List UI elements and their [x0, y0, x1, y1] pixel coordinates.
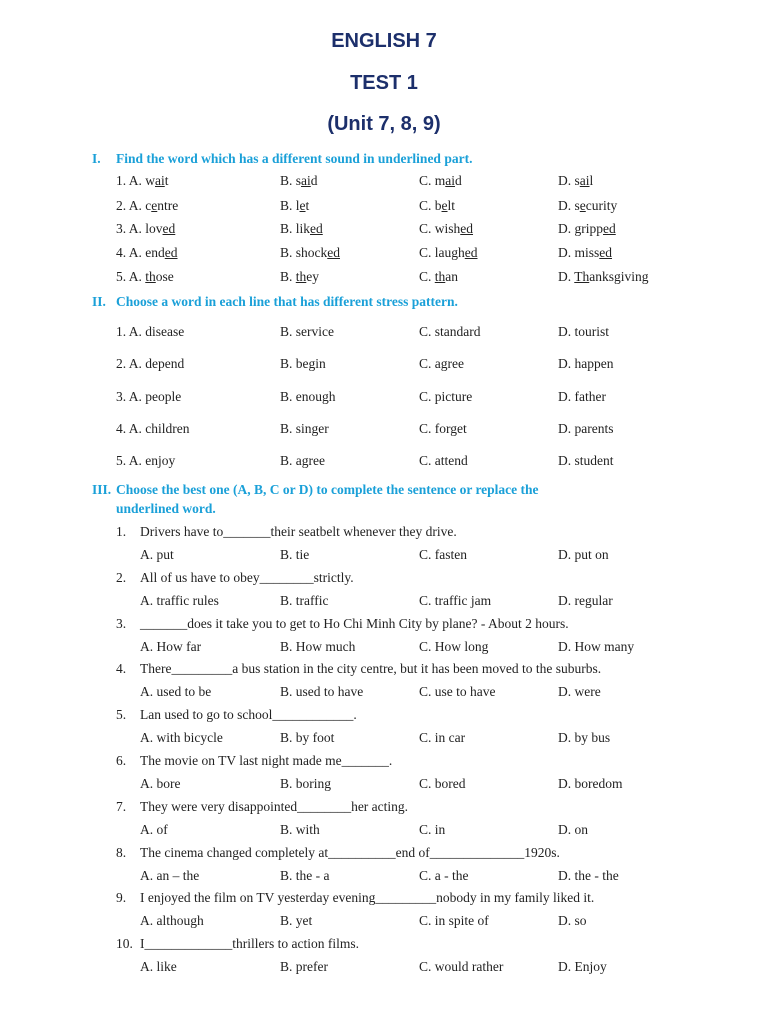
question-number: 4.: [116, 661, 127, 676]
option-c: C. picture: [419, 389, 473, 404]
option-a: A. traffic rules: [140, 593, 219, 608]
section-3-instruction-line1: Choose the best one (A, B, C or D) to complete the sentence or replace the: [116, 482, 539, 497]
option-d: D. father: [558, 389, 606, 404]
option-c: C. wished: [419, 221, 474, 236]
s2-question-4: [0, 421, 768, 441]
question-number: 7.: [116, 799, 127, 814]
s1-question-4: [0, 245, 768, 265]
option-a: 4. A. ended: [116, 245, 178, 260]
option-d: D. student: [558, 453, 614, 468]
option-b: B. the - a: [280, 868, 330, 883]
option-b: B. boring: [280, 776, 332, 791]
option-d: D. the - the: [558, 868, 619, 883]
question-text: Drivers have to_______their seatbelt whenever they drive.: [140, 524, 457, 539]
section-2-instruction: Choose a word in each line that has different stress pattern.: [116, 294, 458, 309]
option-b: B. agree: [280, 453, 325, 468]
option-d: D. How many: [558, 639, 635, 654]
option-d: D. Thanksgiving: [558, 269, 649, 284]
option-c: C. in spite of: [419, 913, 489, 928]
option-d: D. by bus: [558, 730, 611, 745]
option-d: D. so: [558, 913, 587, 928]
option-c: C. attend: [419, 453, 468, 468]
option-b: B. shocked: [280, 245, 340, 260]
section-1-number: I.: [92, 151, 101, 166]
option-c: C. in: [419, 822, 446, 837]
s3-options-6: [0, 776, 768, 796]
option-c: C. would rather: [419, 959, 504, 974]
option-c: C. a - the: [419, 868, 469, 883]
option-b: B. liked: [280, 221, 323, 236]
s2-question-1: [0, 324, 768, 344]
option-c: C. forget: [419, 421, 467, 436]
option-b: B. prefer: [280, 959, 328, 974]
option-c: C. than: [419, 269, 459, 284]
option-b: B. service: [280, 324, 334, 339]
question-number: 9.: [116, 890, 127, 905]
s3-options-5: [0, 730, 768, 750]
option-a: A. used to be: [140, 684, 212, 699]
s3-options-8: [0, 868, 768, 888]
option-b: B. with: [280, 822, 320, 837]
s1-question-2: [0, 198, 768, 218]
option-c: C. use to have: [419, 684, 496, 699]
s3-question-2: [0, 570, 768, 590]
option-d: D. on: [558, 822, 588, 837]
option-a: A. with bicycle: [140, 730, 223, 745]
question-number: 3.: [116, 616, 127, 631]
question-text: They were very disappointed________her acting.: [140, 799, 409, 814]
option-b: B. they: [280, 269, 320, 284]
question-number: 1.: [116, 524, 127, 539]
option-d: D. put on: [558, 547, 609, 562]
option-a: 5. A. those: [116, 269, 174, 284]
option-b: B. by foot: [280, 730, 335, 745]
s3-question-3: [0, 616, 768, 636]
option-d: D. tourist: [558, 324, 610, 339]
section-3-number: III.: [92, 482, 112, 497]
option-d: D. gripped: [558, 221, 616, 236]
option-c: C. agree: [419, 356, 464, 371]
s3-options-10: [0, 959, 768, 979]
s3-question-5: [0, 707, 768, 727]
option-d: D. Enjoy: [558, 959, 607, 974]
s2-question-2: [0, 356, 768, 376]
option-c: C. laughed: [419, 245, 478, 260]
s3-options-2: [0, 593, 768, 613]
question-text: The movie on TV last night made me_______.: [140, 753, 393, 768]
option-b: B. enough: [280, 389, 336, 404]
option-b: B. yet: [280, 913, 313, 928]
question-text: Lan used to go to school____________.: [140, 707, 357, 722]
option-a: 4. A. children: [116, 421, 190, 436]
option-a: 1. A. disease: [116, 324, 185, 339]
option-d: D. regular: [558, 593, 613, 608]
question-number: 8.: [116, 845, 127, 860]
question-text: All of us have to obey________strictly.: [140, 570, 354, 585]
option-b: B. How much: [280, 639, 356, 654]
option-a: 2. A. centre: [116, 198, 179, 213]
test-title: TEST 1: [350, 72, 418, 94]
s1-question-1: [0, 173, 768, 193]
option-d: D. security: [558, 198, 618, 213]
option-b: B. singer: [280, 421, 329, 436]
option-b: B. traffic: [280, 593, 329, 608]
question-number: 10.: [116, 936, 133, 951]
option-d: D. happen: [558, 356, 614, 371]
option-c: C. How long: [419, 639, 489, 654]
option-a: 5. A. enjoy: [116, 453, 176, 468]
option-a: 2. A. depend: [116, 356, 185, 371]
s3-question-9: [0, 890, 768, 910]
option-a: A. bore: [140, 776, 181, 791]
s3-question-8: [0, 845, 768, 865]
s3-options-9: [0, 913, 768, 933]
option-b: B. begin: [280, 356, 326, 371]
option-a: 1. A. wait: [116, 173, 169, 188]
option-a: 3. A. people: [116, 389, 182, 404]
option-c: C. fasten: [419, 547, 467, 562]
s3-options-1: [0, 547, 768, 567]
s3-options-7: [0, 822, 768, 842]
question-number: 2.: [116, 570, 127, 585]
question-number: 5.: [116, 707, 127, 722]
s3-question-6: [0, 753, 768, 773]
option-b: B. used to have: [280, 684, 364, 699]
question-text: I enjoyed the film on TV yesterday evening_________nobody in my family liked it.: [140, 890, 595, 905]
option-c: C. bored: [419, 776, 466, 791]
unit-title: (Unit 7, 8, 9): [327, 113, 441, 135]
option-b: B. tie: [280, 547, 310, 562]
option-c: C. in car: [419, 730, 466, 745]
question-text: _______does it take you to get to Ho Chi Minh City by plane? - About 2 hours.: [140, 616, 569, 631]
section-1-instruction: Find the word which has a different sound in underlined part.: [116, 151, 473, 166]
question-text: There_________a bus station in the city centre, but it has been moved to the suburbs.: [140, 661, 602, 676]
question-text: The cinema changed completely at__________end of______________1920s.: [140, 845, 560, 860]
s3-question-1: [0, 524, 768, 544]
section-3-instruction-line2: underlined word.: [116, 501, 216, 516]
option-a: A. How far: [140, 639, 202, 654]
s3-question-4: [0, 661, 768, 681]
option-b: B. let: [280, 198, 310, 213]
s3-options-4: [0, 684, 768, 704]
option-a: A. of: [140, 822, 168, 837]
section-3-heading: [92, 480, 712, 520]
option-c: C. maid: [419, 173, 462, 188]
s2-question-3: [0, 389, 768, 409]
option-b: B. said: [280, 173, 318, 188]
option-a: A. although: [140, 913, 204, 928]
option-a: 3. A. loved: [116, 221, 176, 236]
section-2-heading: [92, 292, 712, 312]
s1-question-5: [0, 269, 768, 289]
option-d: D. were: [558, 684, 601, 699]
s3-question-10: [0, 936, 768, 956]
option-c: C. traffic jam: [419, 593, 492, 608]
option-d: D. boredom: [558, 776, 623, 791]
question-text: I_____________thrillers to action films.: [140, 936, 359, 951]
option-a: A. an – the: [140, 868, 200, 883]
option-d: D. missed: [558, 245, 613, 260]
option-c: C. belt: [419, 198, 456, 213]
document-title: ENGLISH 7: [331, 30, 437, 52]
question-number: 6.: [116, 753, 127, 768]
section-2-number: II.: [92, 294, 106, 309]
option-c: C. standard: [419, 324, 481, 339]
s3-question-7: [0, 799, 768, 819]
s2-question-5: [0, 453, 768, 473]
s1-question-3: [0, 221, 768, 241]
option-d: D. sail: [558, 173, 594, 188]
option-a: A. like: [140, 959, 177, 974]
option-d: D. parents: [558, 421, 614, 436]
s3-options-3: [0, 639, 768, 659]
option-a: A. put: [140, 547, 174, 562]
section-1-heading: [92, 149, 712, 169]
